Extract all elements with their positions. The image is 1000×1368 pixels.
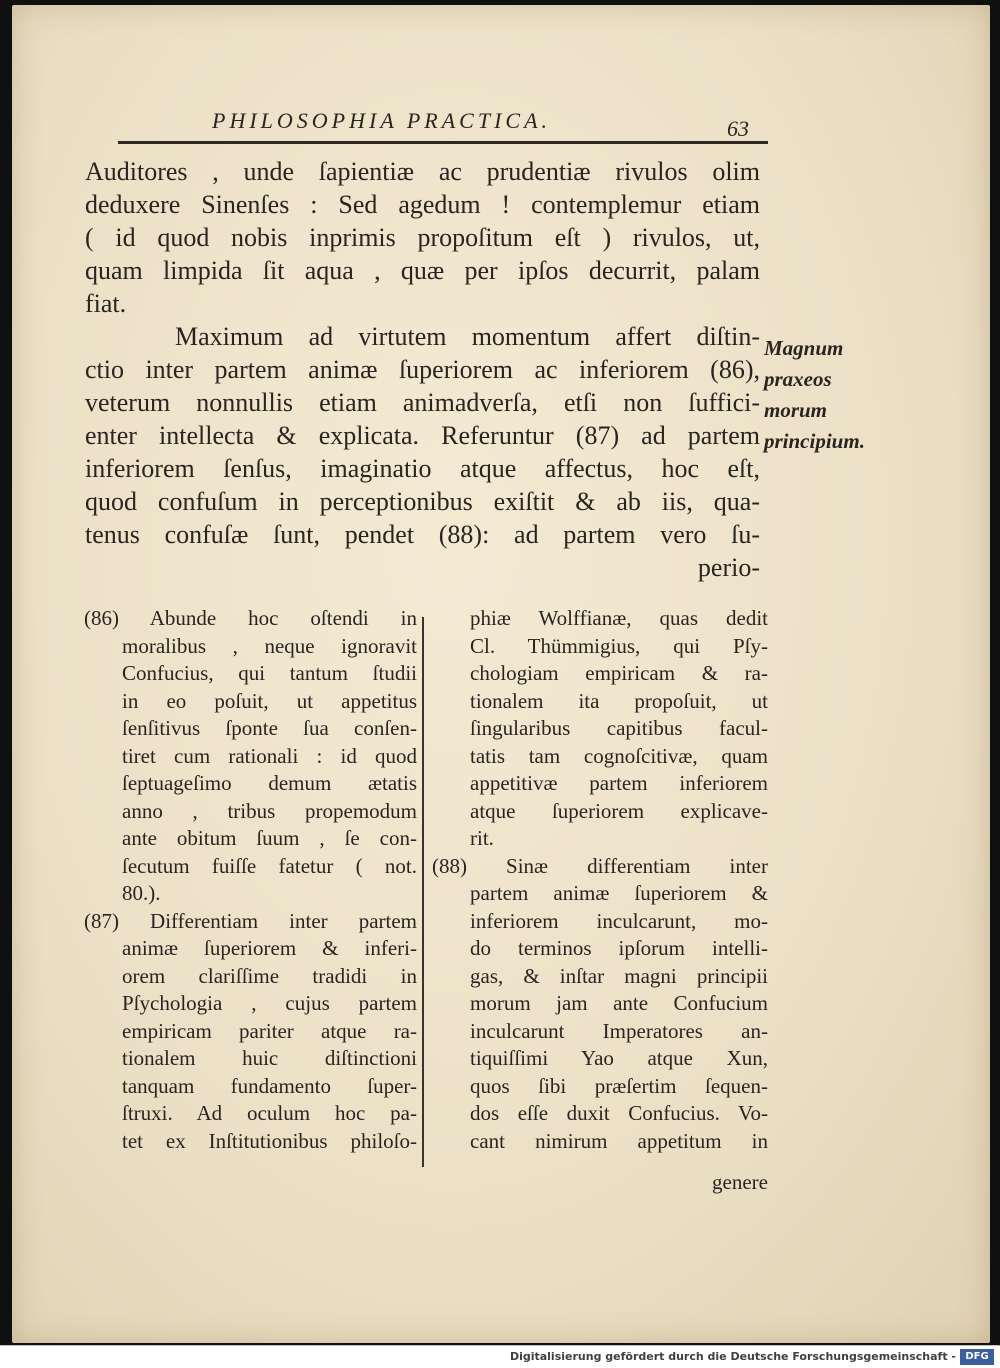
text-line: deduxere Sinenſes : Sed agedum ! contemplemur etiam (85, 190, 760, 219)
footnote-line: tionalem ita propoſuit, ut (470, 688, 768, 713)
footnote-line: do terminos ipſorum intelli- (470, 936, 768, 960)
text-line: fiat. (85, 289, 127, 318)
footnote-line: ſeptuageſimo demum ætatis (122, 771, 417, 795)
footnote-line: tiquiſſimi Yao atque Xun, (470, 1046, 768, 1070)
margin-note-line: morum (764, 398, 828, 422)
footnote-line: ſingularibus capitibus facul- (470, 716, 768, 740)
footnote-line: tanquam fundamento ſuper- (122, 1073, 417, 1098)
footnote-line: 80.). (122, 881, 161, 905)
catchword: genere (712, 1170, 768, 1194)
text-line: perio- (697, 553, 760, 582)
footnote-line: empiricam pariter atque ra- (122, 1018, 417, 1043)
footnote-line: tet ex Inſtitutionibus philoſo- (122, 1128, 417, 1153)
text-line: quam limpida ſit aqua , quæ per ipſos decurrit, palam (85, 256, 760, 285)
funding-note: Digitalisierung gefördert durch die Deutsche Forschungsgemeinschaft - (509, 1350, 956, 1363)
footnote-line: moralibus , neque ignoravit (122, 633, 417, 658)
footnote-line: ſecutum fuiſſe fatetur ( not. (122, 853, 417, 878)
footnote-line: appetitivæ partem inferiorem (470, 771, 768, 795)
text-line: ( id quod nobis inprimis propoſitum eſt ) rivulos, ut, (85, 223, 760, 252)
footnote-line: orem clariſſime tradidi in (122, 963, 417, 988)
footnote-line: Pſychologia , cujus partem (122, 991, 417, 1015)
footnote-line: Cl. Thümmigius, qui Pſy- (470, 633, 768, 658)
footnote-line: dos eſſe duxit Confucius. Vo- (470, 1101, 768, 1125)
header-rule (118, 141, 768, 144)
footnote-line: chologiam empiricam & ra- (470, 661, 768, 685)
footnote-line: partem animæ ſuperiorem & (470, 881, 768, 905)
text-line: inferiorem ſenſus, imaginatio atque affectus, hoc eſt, (85, 454, 760, 483)
footnote-line: inferiorem inculcarunt, mo- (470, 908, 768, 933)
footnote-line: tiret cum rationali : id quod (122, 743, 417, 768)
footnote-line: (86) Abunde hoc oſtendi in (84, 606, 417, 630)
text-line: veterum nonnullis etiam animadverſa, etſi non ſuffici- (85, 388, 760, 417)
book-page (12, 5, 990, 1343)
footnote-line: inculcarunt Imperatores an- (470, 1018, 768, 1043)
footnote-line: ſenſitivus ſponte ſua conſen- (122, 716, 417, 740)
footnote-line: quos ſibi præſertim ſequen- (470, 1073, 768, 1098)
main-text (85, 155, 760, 584)
footnote-line: morum jam ante Confucium (470, 991, 768, 1015)
footnote-line: atque ſuperiorem explicave- (470, 798, 768, 823)
margin-note-line: praxeos (764, 367, 832, 391)
footnotes-right-column (432, 605, 768, 1155)
page-number: 63 (727, 116, 749, 141)
footnote-line: phiæ Wolffianæ, quas dedit (470, 606, 768, 630)
text-line: Auditores , unde ſapientiæ ac prudentiæ rivulos olim (85, 157, 760, 186)
footnote-line: gas, & inſtar magni principii (470, 963, 768, 988)
margin-note-line: Magnum (764, 336, 844, 360)
footnote-line: anno , tribus propemodum (122, 798, 417, 823)
text-line: quod confuſum in perceptionibus exiſtit & ab iis, qua- (85, 487, 760, 516)
margin-note (764, 333, 865, 457)
text-line: tenus confuſæ ſunt, pendet (88): ad partem vero ſu- (85, 520, 760, 549)
footnote-line: tatis tam cognoſcitivæ, quam (470, 743, 768, 768)
footnote-line: ante obitum ſuum , ſe con- (122, 826, 417, 850)
footnote-line: cant nimirum appetitum in (470, 1128, 768, 1153)
footnote-line: in eo poſuit, ut appetitus (122, 688, 417, 713)
text-line: enter intellecta & explicata. Referuntur (87) ad partem (85, 421, 760, 450)
footnotes-left-column (84, 605, 417, 1155)
funding-footer (0, 1345, 1000, 1368)
footnote-line: (87) Differentiam inter partem (84, 908, 417, 933)
footnote-line: rit. (470, 826, 494, 850)
dfg-logo-icon[interactable]: DFG (960, 1349, 994, 1365)
footnote-line: (88) Sinæ differentiam inter (432, 853, 768, 878)
text-line: Maximum ad virtutem momentum affert diſtin- (175, 322, 760, 351)
footnote-line: Confucius, qui tantum ſtudii (122, 661, 417, 685)
margin-note-line: principium. (764, 429, 865, 453)
footnote-line: animæ ſuperiorem & inferi- (122, 936, 417, 960)
footnote-line: ſtruxi. Ad oculum hoc pa- (122, 1101, 417, 1125)
running-head: PHILOSOPHIA PRACTICA. (212, 108, 552, 133)
text-line: ctio inter partem animæ ſuperiorem ac inferiorem (86), (85, 355, 760, 384)
footnote-line: tionalem huic diſtinctioni (122, 1046, 417, 1070)
column-divider (422, 617, 424, 1167)
